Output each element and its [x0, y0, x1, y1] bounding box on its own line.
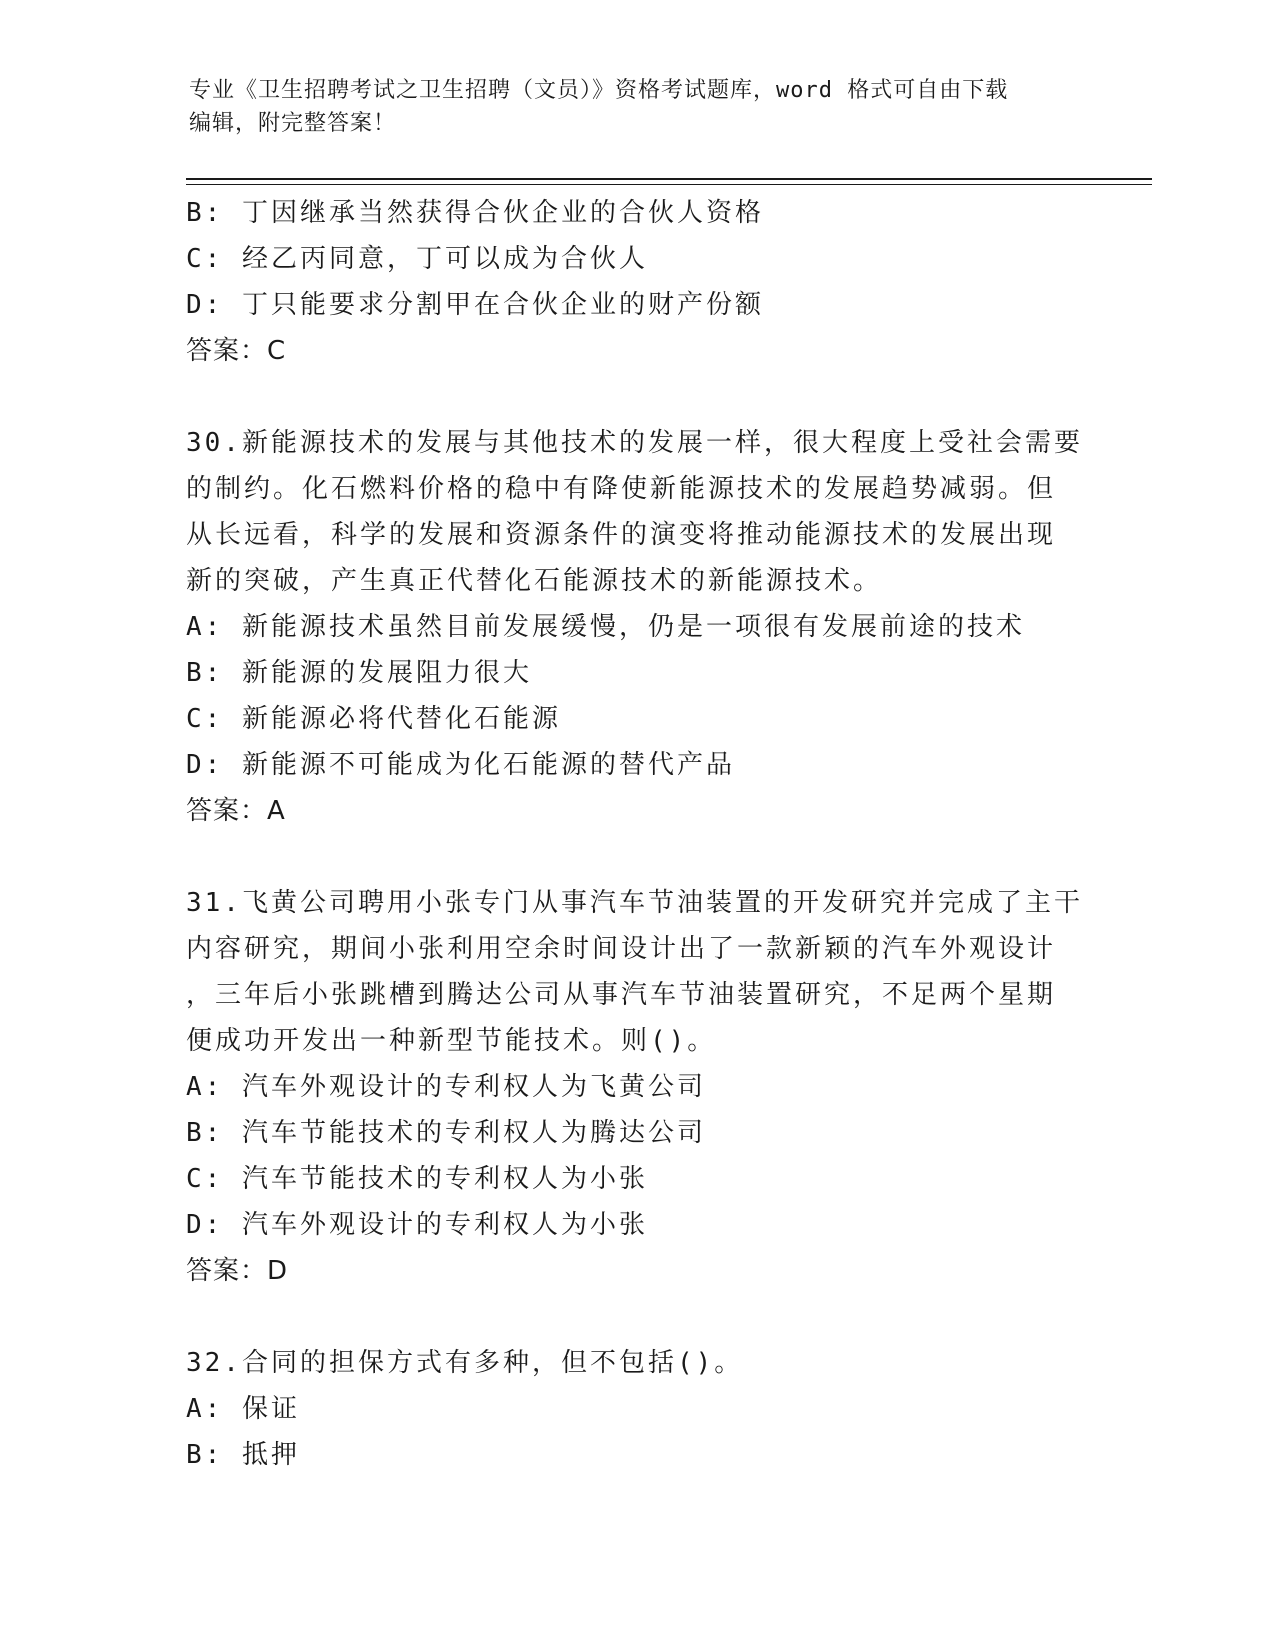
q31-answer: 答案：D	[186, 1256, 289, 1286]
header-rule-thin	[186, 184, 1152, 185]
q32-stem-line-1: 32.合同的担保方式有多种，但不包括()。	[186, 1348, 744, 1378]
q30-stem-line-2: 的制约。化石燃料价格的稳中有降使新能源技术的发展趋势减弱。但	[186, 474, 1057, 504]
q30-option-d: D: 新能源不可能成为化石能源的替代产品	[186, 750, 735, 780]
q32-option-a: A: 保证	[186, 1394, 300, 1424]
q29-option-b: B: 丁因继承当然获得合伙企业的合伙人资格	[186, 198, 764, 228]
q29-answer: 答案：C	[186, 336, 287, 366]
header-line-1: 专业《卫生招聘考试之卫生招聘（文员）》资格考试题库，word 格式可自由下载	[189, 78, 1009, 103]
q30-stem-line-1: 30.新能源技术的发展与其他技术的发展一样，很大程度上受社会需要	[186, 428, 1083, 458]
q31-stem-line-4: 便成功开发出一种新型节能技术。则()。	[186, 1026, 717, 1056]
q30-stem-line-4: 新的突破，产生真正代替化石能源技术的新能源技术。	[186, 566, 883, 596]
q30-option-c: C: 新能源必将代替化石能源	[186, 704, 561, 734]
document-header	[189, 74, 1089, 140]
q29-option-c: C: 经乙丙同意，丁可以成为合伙人	[186, 244, 648, 274]
question-31	[186, 880, 1086, 1294]
q31-option-b: B: 汽车节能技术的专利权人为腾达公司	[186, 1118, 706, 1148]
q31-stem-line-3: ，三年后小张跳槽到腾达公司从事汽车节油装置研究，不足两个星期	[186, 980, 1057, 1010]
question-list	[186, 190, 1086, 1478]
q30-option-b: B: 新能源的发展阻力很大	[186, 658, 532, 688]
q31-option-d: D: 汽车外观设计的专利权人为小张	[186, 1210, 648, 1240]
q29-option-d: D: 丁只能要求分割甲在合伙企业的财产份额	[186, 290, 764, 320]
question-30	[186, 420, 1086, 834]
q30-option-a: A: 新能源技术虽然目前发展缓慢，仍是一项很有发展前途的技术	[186, 612, 1025, 642]
q30-stem-line-3: 从长远看，科学的发展和资源条件的演变将推动能源技术的发展出现	[186, 520, 1057, 550]
q30-answer: 答案：A	[186, 796, 286, 826]
q31-stem-line-2: 内容研究，期间小张利用空余时间设计出了一款新颖的汽车外观设计	[186, 934, 1057, 964]
header-line-2: 编辑，附完整答案！	[189, 111, 397, 136]
question-29	[186, 190, 1086, 374]
q31-option-c: C: 汽车节能技术的专利权人为小张	[186, 1164, 648, 1194]
question-spacer	[186, 1294, 1086, 1340]
question-32	[186, 1340, 1086, 1478]
q31-stem-line-1: 31.飞黄公司聘用小张专门从事汽车节油装置的开发研究并完成了主干	[186, 888, 1083, 918]
header-rule-thick	[186, 178, 1152, 180]
question-spacer	[186, 374, 1086, 420]
question-spacer	[186, 834, 1086, 880]
q32-option-b: B: 抵押	[186, 1440, 300, 1470]
q31-option-a: A: 汽车外观设计的专利权人为飞黄公司	[186, 1072, 706, 1102]
